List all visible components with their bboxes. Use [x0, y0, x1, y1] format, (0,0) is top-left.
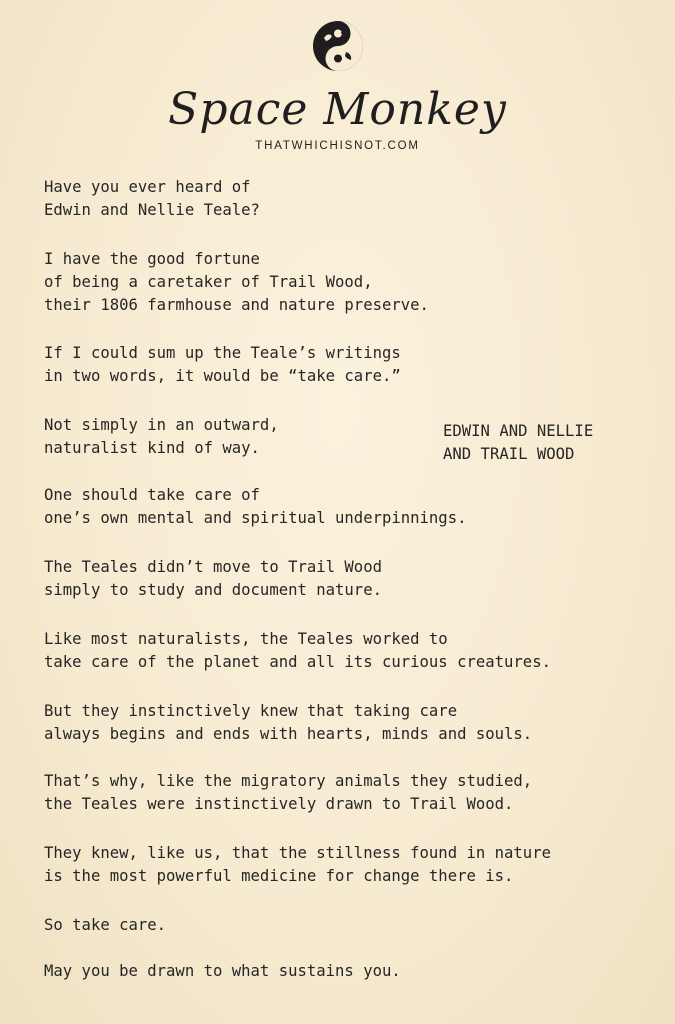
text-line: Have you ever heard of: [44, 178, 251, 196]
text-line: If I could sum up the Teale’s writings: [44, 344, 401, 362]
paragraph: [44, 770, 532, 816]
text-line: Edwin and Nellie Teale?: [44, 201, 260, 219]
brand-title: Space Monkey: [168, 84, 507, 135]
side-title-line: AND TRAIL WOOD: [443, 445, 575, 463]
text-line: always begins and ends with hearts, minds and souls.: [44, 725, 533, 743]
text-line: That’s why, like the migratory animals they studied,: [44, 772, 533, 790]
text-line: simply to study and document nature.: [44, 581, 382, 599]
paragraph: [44, 960, 401, 983]
text-line: The Teales didn’t move to Trail Wood: [44, 558, 382, 576]
text-line: one’s own mental and spiritual underpinnings.: [44, 509, 467, 527]
paragraph: [44, 248, 429, 317]
text-line: I have the good fortune: [44, 250, 260, 268]
text-line: So take care.: [44, 916, 167, 934]
text-line: One should take care of: [44, 486, 260, 504]
text-line: their 1806 farmhouse and nature preserve.: [44, 296, 429, 314]
text-line: is the most powerful medicine for change there is.: [44, 867, 514, 885]
site-url: THATWHICHISNOT.COM: [255, 140, 420, 152]
monkey-yin-yang-icon: [310, 18, 366, 74]
text-line: Like most naturalists, the Teales worked to: [44, 630, 448, 648]
text-line: take care of the planet and all its curious creatures.: [44, 653, 551, 671]
paragraph: [44, 914, 166, 937]
paragraph: [44, 342, 401, 388]
text-line: in two words, it would be “take care.”: [44, 367, 401, 385]
text-line: May you be drawn to what sustains you.: [44, 962, 401, 980]
text-line: Not simply in an outward,: [44, 416, 279, 434]
paragraph: [44, 414, 279, 460]
side-title: [443, 420, 643, 466]
paragraph: [44, 628, 551, 674]
text-line: But they instinctively knew that taking care: [44, 702, 458, 720]
text-line: the Teales were instinctively drawn to Trail Wood.: [44, 795, 514, 813]
paragraph: [44, 556, 382, 602]
side-title-line: EDWIN AND NELLIE: [443, 422, 594, 440]
paragraph: [44, 700, 532, 746]
paragraph: [44, 484, 466, 530]
paragraph: [44, 842, 551, 888]
text-line: of being a caretaker of Trail Wood,: [44, 273, 373, 291]
paragraph: [44, 176, 260, 222]
text-line: They knew, like us, that the stillness found in nature: [44, 844, 551, 862]
text-line: naturalist kind of way.: [44, 439, 260, 457]
logo: [0, 18, 675, 79]
